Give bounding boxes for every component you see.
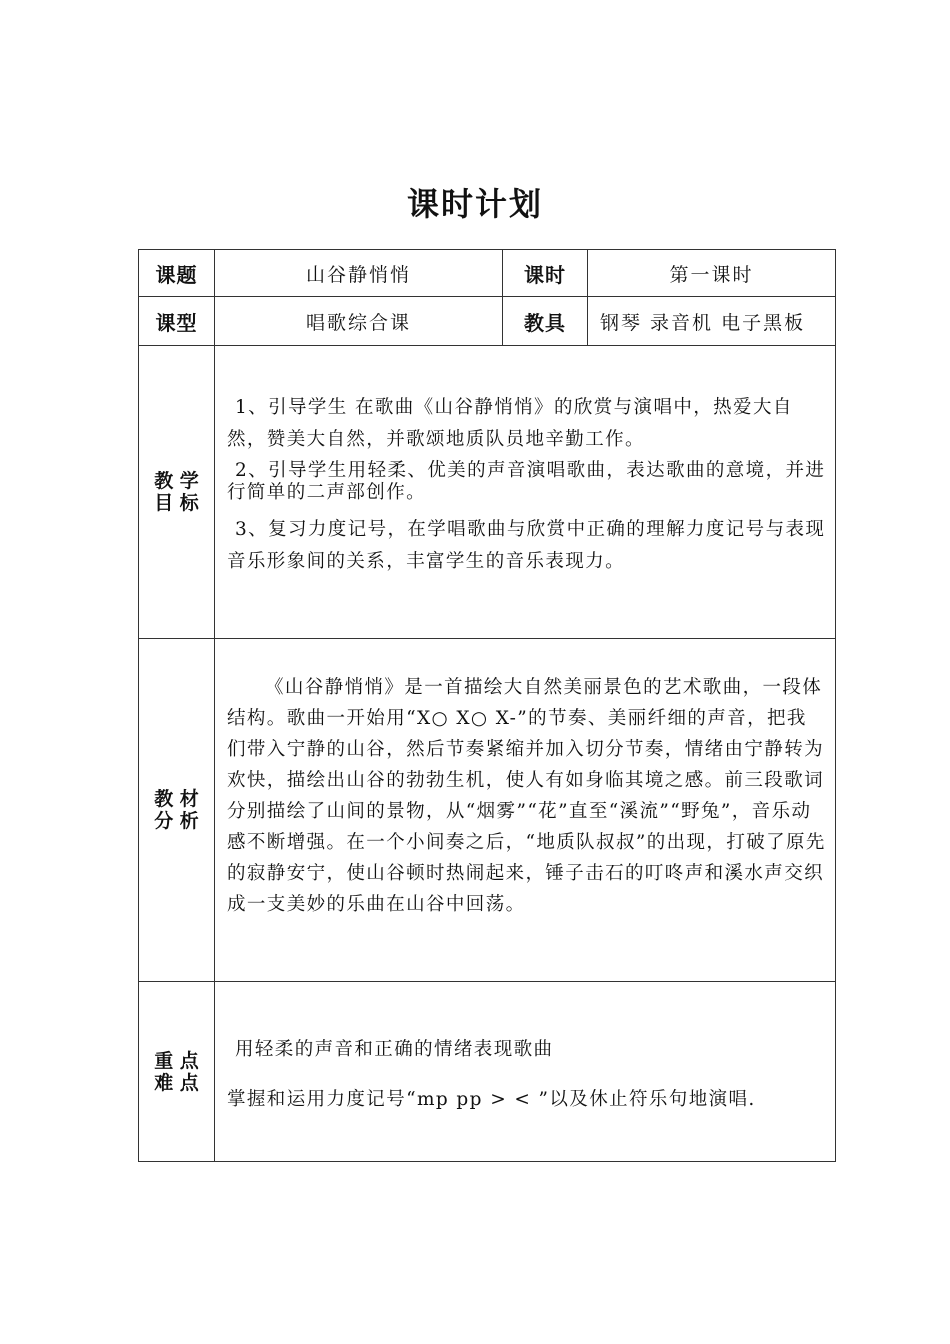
page-title: 课时计划 (406, 185, 543, 223)
key-points-label-line2: 难 点 (154, 1071, 199, 1094)
tools-value: 钢琴 录音机 电子黑板 (588, 297, 836, 346)
topic-label: 课题 (139, 250, 215, 297)
objective-item-2: 2、引导学生用轻柔、优美的声音演唱歌曲，表达歌曲的意境，并进行简单的二声部创作。 (227, 460, 826, 503)
objectives-label-line1: 教 学 (154, 470, 199, 492)
objectives-label-line2: 目 标 (154, 492, 199, 514)
lesson-plan-table (138, 249, 836, 1162)
difficulty-text: 掌握和运用力度记号“mp pp > < ”以及休止符乐句地演唱. (227, 1089, 756, 1110)
row-analysis (139, 639, 836, 982)
key-points-content (215, 982, 836, 1162)
analysis-label-line1: 教 材 (154, 788, 199, 810)
analysis-text: 《山谷静悄悄》是一首描绘大自然美丽景色的艺术歌曲，一段体结构。歌曲一开始用“X○ X○ X-”的节奏、美丽纤细的声音，把我们带入宁静的山谷，然后节奏紧缩并加入切分节奏，情绪由宁静转为欢快，描绘出山谷的勃勃生机，使人有如身临其境之感。前三段歌词分别描绘了山间的景物，从“烟雾”“花”直至“溪流”“野兔”，音乐动感不断增强。在一个小间奏之后，“地质队叔叔”的出现，打破了原先的寂静安宁，使山谷顿时热闹起来，锤子击石的叮咚声和溪水声交织成一支美妙的乐曲在山谷中回荡。 (227, 677, 826, 915)
analysis-label-line2: 分 析 (154, 810, 199, 832)
period-label: 课时 (503, 250, 588, 297)
topic-value: 山谷静悄悄 (215, 250, 503, 297)
type-label: 课型 (139, 297, 215, 346)
key-points-label-line1: 重 点 (154, 1049, 199, 1072)
row-objectives (139, 346, 836, 639)
objectives-label (139, 346, 215, 639)
key-points-label (139, 982, 215, 1162)
objective-item-1: 1、引导学生 在歌曲《山谷静悄悄》的欣赏与演唱中，热爱大自然，赞美大自然，并歌颂地质队员地辛勤工作。 (227, 397, 793, 450)
type-value: 唱歌综合课 (215, 297, 503, 346)
tools-label: 教具 (503, 297, 588, 346)
row-topic (139, 250, 836, 297)
analysis-label (139, 639, 215, 982)
row-key-points (139, 982, 836, 1162)
objectives-content (215, 346, 836, 639)
analysis-content (215, 639, 836, 982)
objective-item-3: 3、复习力度记号，在学唱歌曲与欣赏中正确的理解力度记号与表现音乐形象间的关系，丰富学生的音乐表现力。 (227, 519, 826, 572)
key-point-text: 用轻柔的声音和正确的情绪表现歌曲 (235, 1039, 554, 1060)
period-value: 第一课时 (588, 250, 836, 297)
row-type (139, 297, 836, 346)
